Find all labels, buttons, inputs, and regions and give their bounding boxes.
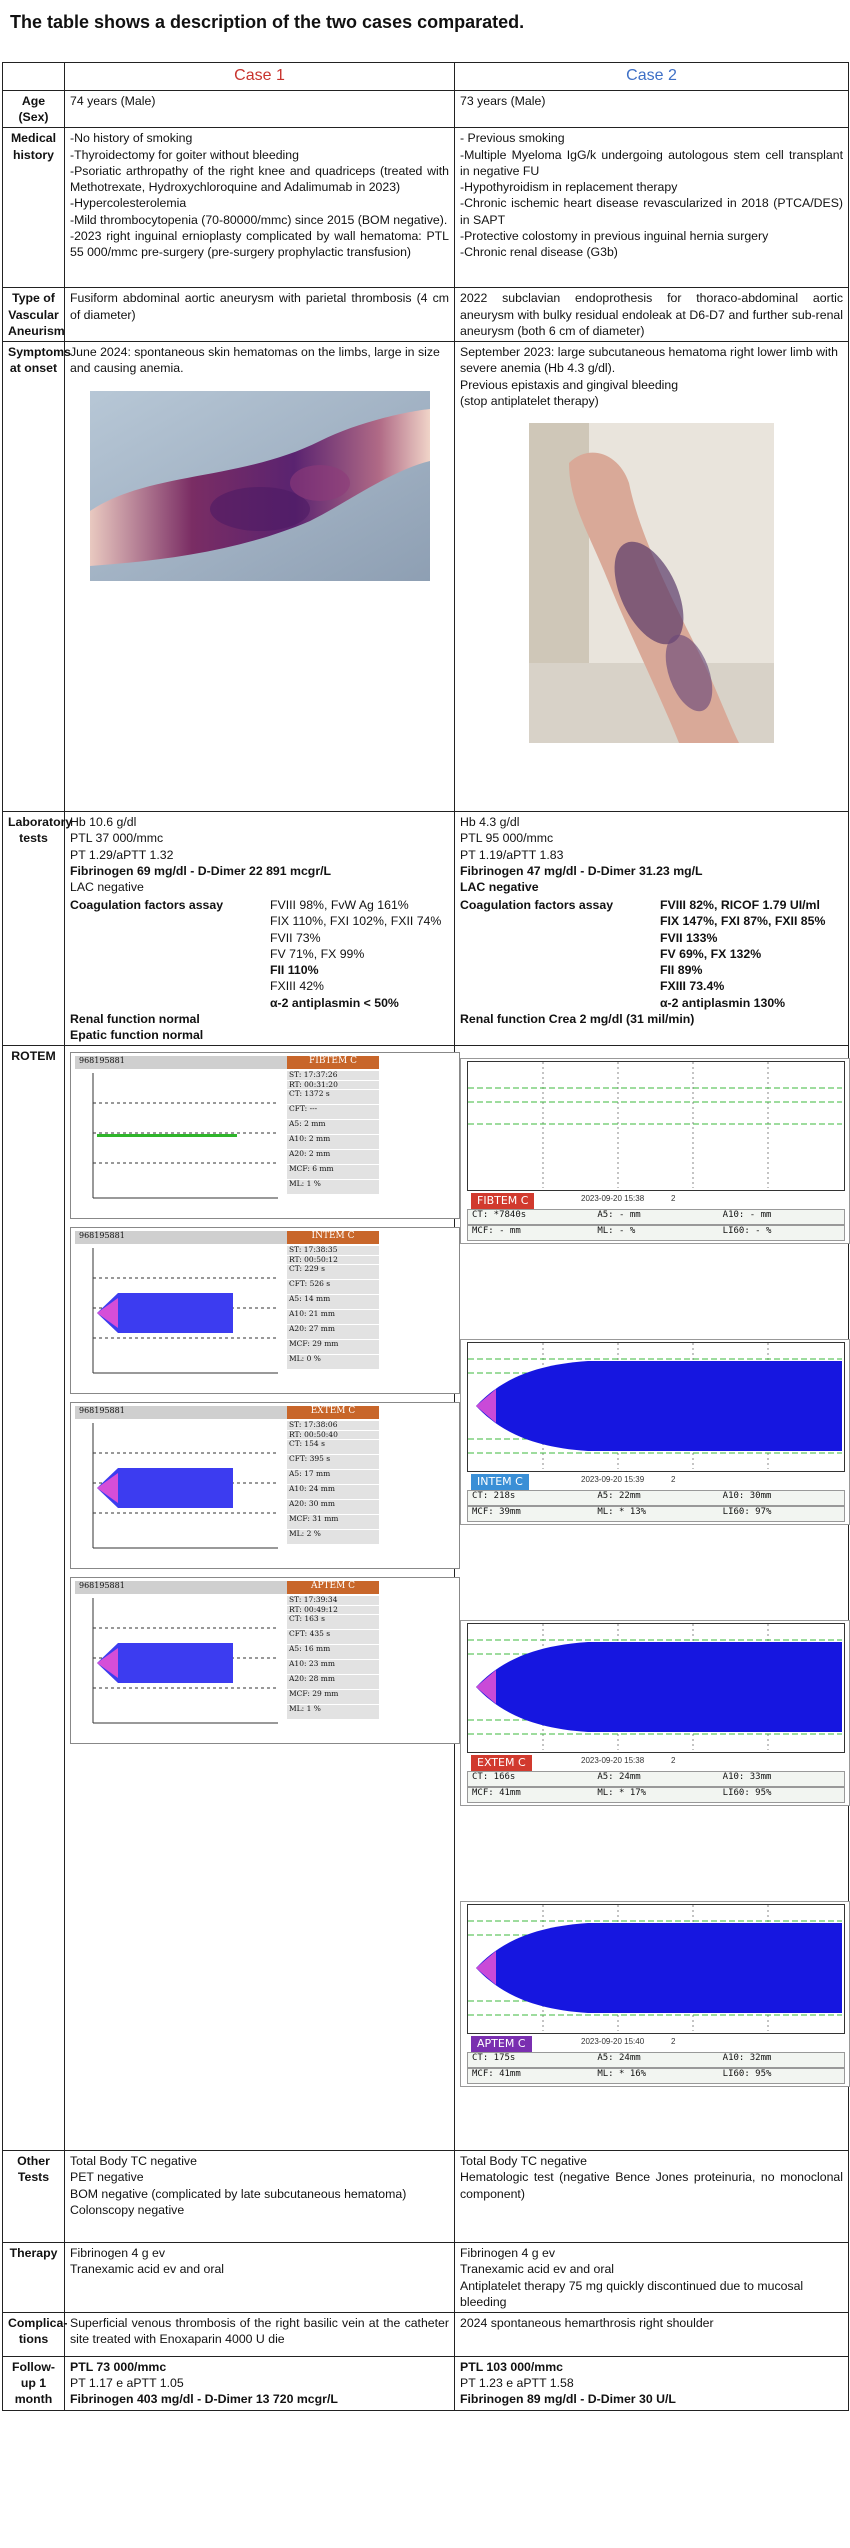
pt-value: PT 1.19/aPTT 1.83 — [460, 847, 564, 862]
rotem-value: CFT: --- — [287, 1105, 379, 1119]
rotem-timestamp: 2023-09-20 15:38 — [581, 1194, 645, 1204]
symptoms-text: September 2023: large subcutaneous hematoma right lower limb with severe anemia (Hb 4.3 g/dl). — [460, 345, 838, 376]
trace-body — [476, 1923, 842, 2013]
rotem-value: A5: 14 mm — [287, 1295, 379, 1309]
aneurism-case2: 2022 subclavian endoprothesis for thoraco-abdominal aortic aneurysm with bulky residual endoleak at D6-D7 and further sub-renal aneurysm (both 6 cm of diameter) — [455, 288, 849, 342]
rotem-plot — [467, 1904, 845, 2034]
followup-ptl: PTL 103 000/mmc — [460, 2360, 563, 2375]
symptoms-text: (stop antiplatelet therapy) — [460, 393, 599, 408]
rotem-value: A10: 21 mm — [287, 1310, 379, 1324]
coag-label: Coagulation factors assay — [460, 898, 614, 913]
case2-header: Case 2 — [455, 63, 849, 91]
rotem-rt: RT: 00:49:12 — [287, 1606, 379, 1615]
rotem-st: ST: 17:39:34 — [287, 1596, 379, 1605]
rotem-label: ROTEM — [3, 1046, 65, 2151]
rotem-value: MCF: 29 mm — [287, 1340, 379, 1354]
fibrinogen-value: Fibrinogen 47 mg/dl - D-Dimer 31.23 mg/L — [460, 863, 703, 878]
rotem-value: A10: 2 mm — [287, 1135, 379, 1149]
rotem-value: MCF: 31 mm — [287, 1515, 379, 1529]
history-line: -Chronic ischemic heart disease revascularized in 2018 (PTCA/DES) in SAPT — [460, 196, 843, 227]
rotem-values-row — [467, 2068, 845, 2084]
rotem-value: CFT: 435 s — [287, 1630, 379, 1644]
factor: FIX 147%, FXI 87%, FXII 85% — [660, 914, 826, 929]
followup-pt: PT 1.23 e aPTT 1.58 — [460, 2376, 574, 2391]
rotem-values — [287, 1071, 379, 1195]
comparison-table — [2, 62, 849, 2411]
rotem-value: A10: - mm — [722, 1210, 772, 1221]
rotem-rt: RT: 00:50:12 — [287, 1256, 379, 1265]
coag-values — [660, 897, 825, 1011]
trace-head — [476, 1389, 496, 1423]
rotem-rt: RT: 00:31:20 — [287, 1081, 379, 1090]
fibrinogen-value: Fibrinogen 69 mg/dl - D-Dimer 22 891 mcgr/L — [70, 863, 332, 878]
therapy-line: Fibrinogen 4 g ev — [460, 2246, 556, 2261]
history-label: Medical history — [3, 128, 65, 288]
rotem-values-row — [467, 1225, 845, 1241]
coag-block — [70, 897, 449, 1011]
rotem-value: A5: 17 mm — [287, 1470, 379, 1484]
rotem-case1 — [65, 1046, 455, 2151]
aneurism-case1: Fusiform abdominal aortic aneurysm with parietal thrombosis (4 cm of diameter) — [65, 288, 455, 342]
therapy-line: Antiplatelet therapy 75 mg quickly discontinued due to mucosal bleeding — [460, 2278, 804, 2309]
factor: FVIII 98%, FvW Ag 161% — [270, 898, 409, 913]
rotem-id: 968195881 — [75, 1406, 289, 1419]
rotem-value: A10: 30mm — [722, 1491, 772, 1502]
rotem-value: CT: *7840s — [472, 1210, 527, 1221]
ptl-value: PTL 95 000/mmc — [460, 831, 554, 846]
factor: FV 71%, FX 99% — [270, 946, 365, 961]
other-line: Hematologic test (negative Bence Jones proteinuria, no monoclonal component) — [460, 2170, 843, 2201]
rotem-case2-panels — [460, 1048, 843, 2087]
factor: FIX 110%, FXI 102%, FXII 74% — [270, 914, 442, 929]
rotem-plot — [467, 1623, 845, 1753]
lab-row — [3, 812, 849, 1046]
rotem-test-badge: FIBTEM C — [287, 1056, 379, 1069]
other-case2 — [455, 2151, 849, 2243]
symptoms-case1 — [65, 342, 455, 812]
followup-row — [3, 2357, 849, 2411]
rotem-value: ML: 1 % — [287, 1180, 379, 1194]
factor: FVIII 82%, RICOF 1.79 UI/ml — [660, 898, 820, 913]
lab-label: Laboratory tests — [3, 812, 65, 1046]
complications-case2: 2024 spontaneous hemarthrosis right shoulder — [455, 2313, 849, 2357]
other-line: Colonscopy negative — [70, 2202, 185, 2217]
rotem-panel — [70, 1577, 460, 1744]
history-line: -Chronic renal disease (G3b) — [460, 244, 618, 259]
complications-label: Complica-tions — [3, 2313, 65, 2357]
rotem-panel — [70, 1227, 460, 1394]
history-line: -Thyroidectomy for goiter without bleeding — [70, 147, 299, 162]
rotem-timestamp: 2023-09-20 15:40 — [581, 2037, 645, 2047]
therapy-row — [3, 2243, 849, 2313]
rotem-test-badge: FIBTEM C — [471, 1193, 534, 1210]
factor: FII 89% — [660, 963, 703, 978]
rotem-timestamp: 2023-09-20 15:39 — [581, 1475, 645, 1485]
rotem-value: A5: 22mm — [597, 1491, 641, 1502]
rotem-test-badge: INTEM C — [287, 1231, 379, 1244]
rotem-value: A5: 24mm — [597, 2053, 641, 2064]
factor: FV 69%, FX 132% — [660, 946, 762, 961]
renal-value: Renal function Crea 2 mg/dl (31 mil/min) — [460, 1011, 695, 1026]
followup-case2 — [455, 2357, 849, 2411]
corner-cell — [3, 63, 65, 91]
trace-head — [97, 1298, 118, 1328]
symptoms-row — [3, 342, 849, 812]
history-line: -Multiple Myeloma IgG/k undergoing autologous stem cell transplant in negative FU — [460, 147, 843, 178]
other-line: Total Body TC negative — [460, 2154, 587, 2169]
factor: FXIII 73.4% — [660, 979, 725, 994]
lab-case1 — [65, 812, 455, 1046]
hb-value: Hb 4.3 g/dl — [460, 815, 520, 830]
rotem-panel — [460, 1339, 850, 1525]
rotem-plot — [467, 1061, 845, 1191]
header-row — [3, 63, 849, 91]
rotem-value: CFT: 395 s — [287, 1455, 379, 1469]
rotem-value: MCF: - mm — [472, 1226, 521, 1237]
rotem-value: A20: 28 mm — [287, 1675, 379, 1689]
ptl-value: PTL 37 000/mmc — [70, 831, 164, 846]
rotem-panel — [460, 1620, 850, 1806]
rotem-value: MCF: 41mm — [472, 2069, 521, 2080]
rotem-value: A10: 24 mm — [287, 1485, 379, 1499]
age-case2: 73 years (Male) — [455, 91, 849, 128]
other-line: Total Body TC negative — [70, 2154, 197, 2169]
rotem-trace — [83, 1248, 283, 1388]
rotem-value: A20: 2 mm — [287, 1150, 379, 1164]
rotem-trace — [468, 1905, 842, 2031]
leg-hematoma-photo — [529, 423, 774, 743]
rotem-st: ST: 17:38:06 — [287, 1421, 379, 1430]
symptoms-text: Previous epistaxis and gingival bleeding — [460, 377, 679, 392]
rotem-values-row — [467, 1771, 845, 1787]
trace-body — [476, 1642, 842, 1732]
rotem-channel: 2 — [671, 1475, 676, 1485]
rotem-id: 968195881 — [75, 1231, 289, 1244]
rotem-value: A10: 23 mm — [287, 1660, 379, 1674]
rotem-value: ML: * 13% — [597, 1507, 647, 1518]
other-row — [3, 2151, 849, 2243]
rotem-value: A20: 27 mm — [287, 1325, 379, 1339]
factor: α-2 antiplasmin 130% — [660, 995, 786, 1010]
rotem-value: A5: - mm — [597, 1210, 641, 1221]
lac-value: LAC negative — [460, 879, 539, 894]
rotem-value: CT: 1372 s — [287, 1090, 379, 1104]
rotem-values — [287, 1596, 379, 1720]
case1-header: Case 1 — [65, 63, 455, 91]
rotem-value: A5: 24mm — [597, 1772, 641, 1783]
rotem-id: 968195881 — [75, 1581, 289, 1594]
rotem-value: ML: 2 % — [287, 1530, 379, 1544]
page-title: The table shows a description of the two cases comparated. — [10, 12, 525, 32]
rotem-rt: RT: 00:50:40 — [287, 1431, 379, 1440]
symptoms-text: June 2024: spontaneous skin hematomas on the limbs, large in size and causing anemia. — [70, 345, 440, 376]
lac-value: LAC negative — [70, 879, 144, 894]
hb-value: Hb 10.6 g/dl — [70, 815, 137, 830]
rotem-channel: 2 — [671, 1756, 676, 1766]
trace-head — [476, 1670, 496, 1704]
history-line: -Hypothyroidism in replacement therapy — [460, 180, 678, 195]
rotem-trace — [468, 1624, 842, 1750]
rotem-value: CT: 163 s — [287, 1615, 379, 1629]
history-row — [3, 128, 849, 288]
renal-value: Renal function normal — [70, 1011, 200, 1026]
history-case1 — [65, 128, 455, 288]
rotem-value: A10: 32mm — [722, 2053, 772, 2064]
trace-head — [97, 1648, 118, 1678]
rotem-case2 — [455, 1046, 849, 2151]
symptoms-case2 — [455, 342, 849, 812]
trace-head — [97, 1473, 118, 1503]
aneurism-label: Type of Vascular Aneurism — [3, 288, 65, 342]
rotem-value: A10: 33mm — [722, 1772, 772, 1783]
rotem-value: CT: 166s — [472, 1772, 516, 1783]
rotem-test-badge: APTEM C — [471, 2036, 532, 2053]
rotem-value: CT: 218s — [472, 1491, 516, 1502]
rotem-values — [287, 1421, 379, 1545]
followup-ptl: PTL 73 000/mmc — [70, 2360, 167, 2375]
rotem-value: CT: 229 s — [287, 1265, 379, 1279]
rotem-timestamp: 2023-09-20 15:38 — [581, 1756, 645, 1766]
epatic-value: Epatic function normal — [70, 1027, 204, 1042]
rotem-trace — [468, 1343, 842, 1469]
rotem-panel — [460, 1058, 850, 1244]
factor: FVII 133% — [660, 930, 718, 945]
rotem-value: A5: 2 mm — [287, 1120, 379, 1134]
history-line: -Psoriatic arthropathy of the right knee and quadriceps (treated with Methotrexate, Hydroxychloroquine and Adalimumab in 2023) — [70, 163, 449, 195]
rotem-value: LI60: 95% — [722, 2069, 772, 2080]
rotem-value: CT: 154 s — [287, 1440, 379, 1454]
rotem-value: ML: * 16% — [597, 2069, 647, 2080]
rotem-trace — [83, 1073, 283, 1213]
rotem-test-badge: APTEM C — [287, 1581, 379, 1594]
therapy-line: Tranexamic acid ev and oral — [460, 2262, 615, 2277]
age-case1: 74 years (Male) — [65, 91, 455, 128]
followup-fib: Fibrinogen 403 mg/dl - D-Dimer 13 720 mcgr/L — [70, 2392, 338, 2407]
rotem-value: MCF: 41mm — [472, 1788, 521, 1799]
coag-block — [460, 897, 843, 1011]
other-line: BOM negative (complicated by late subcutaneous hematoma) — [70, 2186, 407, 2201]
arm-hematoma-photo — [90, 391, 430, 581]
rotem-values-row — [467, 1787, 845, 1803]
rotem-value: ML: * 17% — [597, 1788, 647, 1799]
factor: FVII 73% — [270, 930, 321, 945]
rotem-value: ML: 0 % — [287, 1355, 379, 1369]
factor: α-2 antiplasmin < 50% — [270, 995, 399, 1010]
rotem-panel — [460, 1901, 850, 2087]
trace-body — [476, 1361, 842, 1451]
rotem-trace — [468, 1062, 842, 1188]
therapy-case1 — [65, 2243, 455, 2313]
rotem-values — [287, 1246, 379, 1370]
coag-values — [270, 897, 441, 1011]
therapy-line: Tranexamic acid ev and oral — [70, 2262, 225, 2277]
symptoms-label: Symptoms at onset — [3, 342, 65, 812]
rotem-values-row — [467, 1490, 845, 1506]
rotem-panel — [70, 1402, 460, 1569]
history-line: - Previous smoking — [460, 131, 565, 146]
lab-case2 — [455, 812, 849, 1046]
rotem-trace — [83, 1598, 283, 1738]
other-label: Other Tests — [3, 2151, 65, 2243]
therapy-case2 — [455, 2243, 849, 2313]
history-line: -Protective colostomy in previous inguinal hernia surgery — [460, 228, 769, 243]
rotem-st: ST: 17:38:35 — [287, 1246, 379, 1255]
therapy-line: Fibrinogen 4 g ev — [70, 2246, 166, 2261]
followup-case1 — [65, 2357, 455, 2411]
rotem-value: A5: 16 mm — [287, 1645, 379, 1659]
followup-fib: Fibrinogen 89 mg/dl - D-Dimer 30 U/L — [460, 2392, 676, 2407]
other-case1 — [65, 2151, 455, 2243]
rotem-values-row — [467, 1506, 845, 1522]
trace-head — [476, 1951, 496, 1985]
rotem-value: LI60: 95% — [722, 1788, 772, 1799]
followup-label: Follow-up 1 month — [3, 2357, 65, 2411]
history-line: -2023 right inguinal ernioplasty complicated by wall hematoma: PTL 55 000/mmc pre-surgery (pre-surgery prophylactic transfusion) — [70, 228, 449, 259]
rotem-row — [3, 1046, 849, 2151]
rotem-value: CFT: 526 s — [287, 1280, 379, 1294]
rotem-value: MCF: 39mm — [472, 1507, 521, 1518]
rotem-value: LI60: 97% — [722, 1507, 772, 1518]
therapy-label: Therapy — [3, 2243, 65, 2313]
history-case2 — [455, 128, 849, 288]
age-row — [3, 91, 849, 128]
rotem-trace — [83, 1423, 283, 1563]
complications-case1: Superficial venous thrombosis of the right basilic vein at the catheter site treated with Enoxaparin 4000 U die — [65, 2313, 455, 2357]
other-line: PET negative — [70, 2170, 144, 2185]
pt-value: PT 1.29/aPTT 1.32 — [70, 847, 174, 862]
rotem-value: ML: 1 % — [287, 1705, 379, 1719]
rotem-channel: 2 — [671, 1194, 676, 1204]
coag-label: Coagulation factors assay — [70, 898, 224, 913]
rotem-panel — [70, 1052, 460, 1219]
rotem-channel: 2 — [671, 2037, 676, 2047]
rotem-test-badge: INTEM C — [471, 1474, 529, 1491]
rotem-value: LI60: - % — [722, 1226, 772, 1237]
trace-line — [97, 1134, 237, 1137]
age-label: Age (Sex) — [3, 91, 65, 128]
history-line: -Mild thrombocytopenia (70-80000/mmc) since 2015 (BOM negative). — [70, 212, 448, 227]
aneurism-row — [3, 288, 849, 342]
rotem-case1-panels — [70, 1048, 449, 1744]
factor: FII 110% — [270, 963, 319, 978]
rotem-values-row — [467, 2052, 845, 2068]
rotem-test-badge: EXTEM C — [287, 1406, 379, 1419]
history-line: -Hypercolesterolemia — [70, 196, 187, 211]
rotem-value: MCF: 29 mm — [287, 1690, 379, 1704]
rotem-value: ML: - % — [597, 1226, 636, 1237]
followup-pt: PT 1.17 e aPTT 1.05 — [70, 2376, 184, 2391]
history-line: -No history of smoking — [70, 131, 193, 146]
factor: FXIII 42% — [270, 979, 324, 994]
rotem-plot — [467, 1342, 845, 1472]
rotem-test-badge: EXTEM C — [471, 1755, 532, 1772]
rotem-values-row — [467, 1209, 845, 1225]
complications-row — [3, 2313, 849, 2357]
rotem-st: ST: 17:37:26 — [287, 1071, 379, 1080]
rotem-value: MCF: 6 mm — [287, 1165, 379, 1179]
rotem-id: 968195881 — [75, 1056, 289, 1069]
rotem-value: CT: 175s — [472, 2053, 516, 2064]
rotem-value: A20: 30 mm — [287, 1500, 379, 1514]
